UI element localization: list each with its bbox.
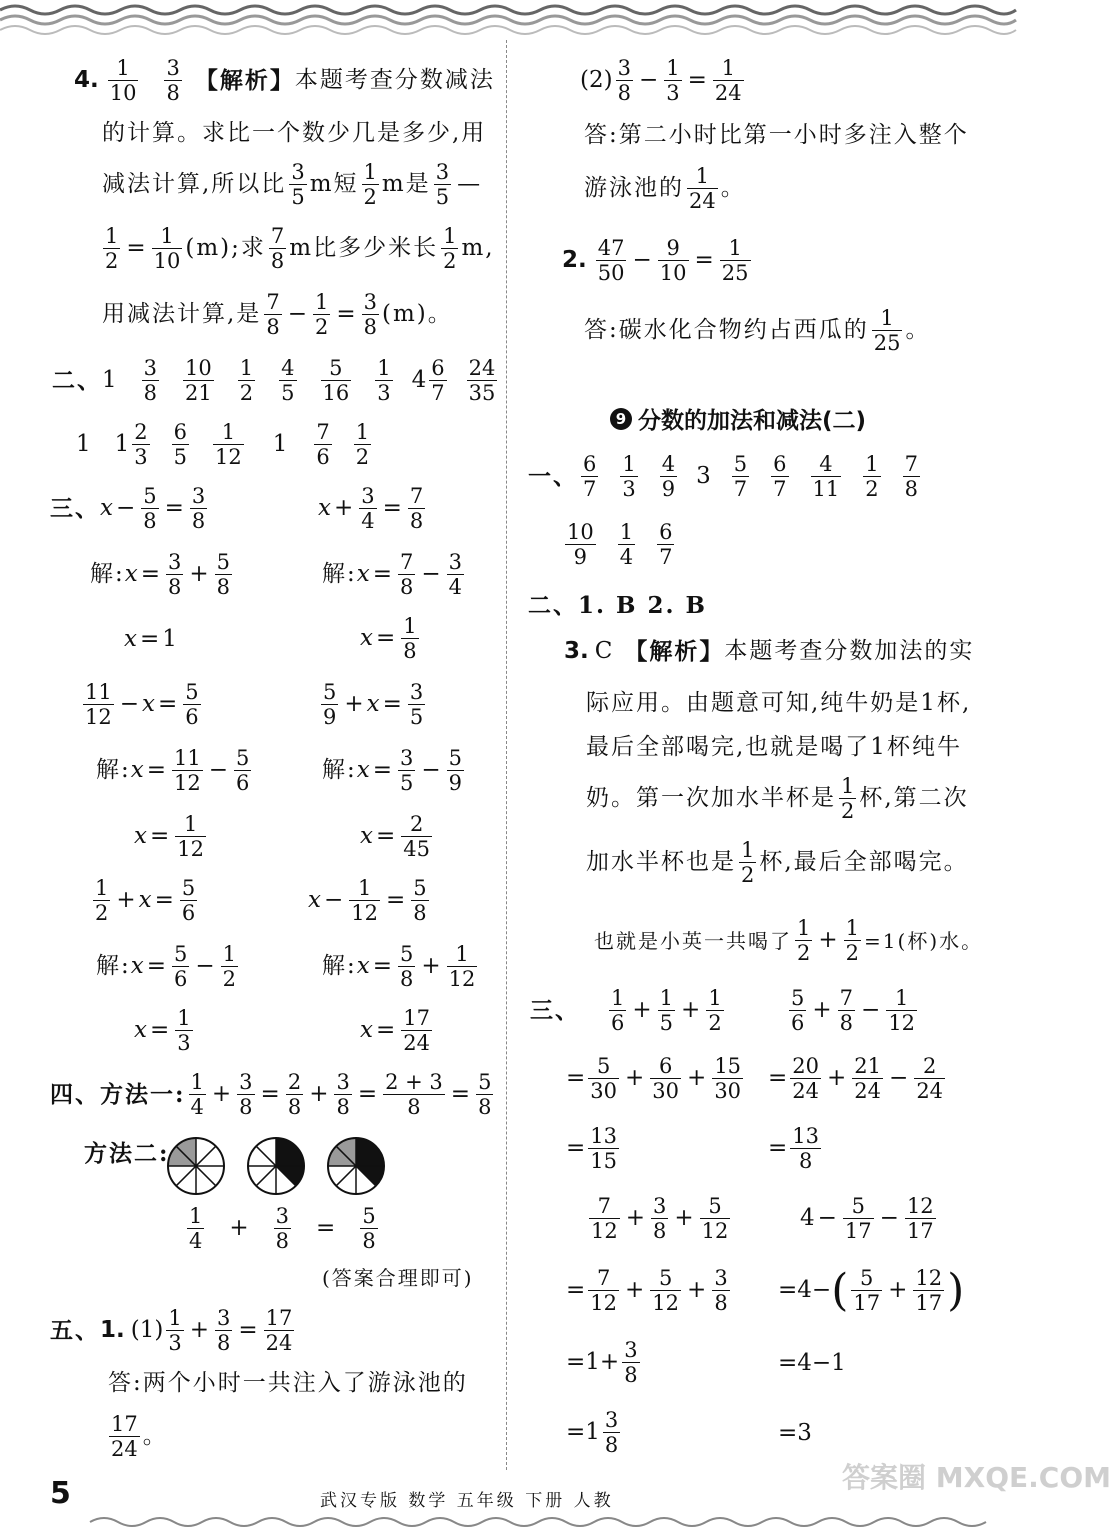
eq1-result: x = 1 <box>124 626 177 652</box>
r-expl-5: 加水半杯也是 $\frac{1}{2}$ 杯,最后全部喝完。 <box>586 838 969 887</box>
r-s2-line: 二、1. B 2. B <box>528 592 707 619</box>
eq6-result: x = $\frac{17}{24}$ <box>360 1006 430 1055</box>
eq4: $\frac{5}{9}$ + x = $\frac{3}{5}$ <box>323 680 424 729</box>
r-s1-row1: 一、 $\frac{6}{7}$ $\frac{1}{3}$ $\frac{4}{9}$ 3 $\frac{5}{7}$ $\frac{6}{7}$ $\frac{4}{11}$ $\frac{1}{2}$ $\frac{7}{8}$ <box>528 452 918 501</box>
r-s3-expr3-step1: = $\frac{7}{12}$ + $\frac{5}{12}$ + $\frac{3}{8}$ <box>566 1266 728 1315</box>
column-divider <box>506 40 507 1470</box>
pie-diagrams <box>164 1134 394 1198</box>
section4-method2-equation: $\frac{1}{4}$ + $\frac{3}{8}$ = $\frac{5}{8}$ <box>189 1204 376 1253</box>
r-s2-q3: 3. C 【解析】 本题考查分数加法的实 <box>564 638 975 665</box>
eq1-step1: 解: x = $\frac{3}{8}$ + $\frac{5}{8}$ <box>90 550 231 599</box>
r-s3-expr3: $\frac{7}{12}$ + $\frac{3}{8}$ + $\frac{5}{12}$ <box>591 1194 729 1243</box>
r-expl-3: 最后全部喝完,也就是喝了1杯纯牛 <box>586 734 962 760</box>
r-s3-expr3-step2: =1+ $\frac{3}{8}$ <box>566 1338 638 1387</box>
section4-note: (答案合理即可) <box>322 1266 474 1290</box>
pie-one-quarter <box>168 1138 224 1194</box>
r-s3-expr1: 三、 $\frac{1}{6}$ + $\frac{1}{5}$ + $\frac{1}{2}$ <box>530 986 722 1035</box>
footer-edition-text: 武汉专版 数学 五年级 下册 人教 <box>320 1491 614 1511</box>
section2-row2: 1 1 $\frac{2}{3}$ $\frac{6}{5}$ $\frac{1}{12}$ 1 $\frac{7}{6}$ $\frac{1}{2}$ <box>76 420 370 469</box>
r-s3-expr1-result: = $\frac{13}{15}$ <box>566 1124 618 1173</box>
r-answer2-line2: 游泳池的 $\frac{1}{24}$ 。 <box>584 164 744 213</box>
r-s3-expr4-step1: =4− ( $\frac{5}{17}$ + $\frac{12}{17}$ ) <box>778 1264 965 1316</box>
eq5-result: x = $\frac{1}{3}$ <box>134 1006 191 1055</box>
pie-three-eighths <box>248 1138 304 1194</box>
eq3-step1: 解: x = $\frac{11}{12}$ − $\frac{5}{6}$ <box>96 746 250 795</box>
r-part2: (2) $\frac{3}{8}$ − $\frac{1}{3}$ = $\frac{1}{24}$ <box>580 56 742 105</box>
section5-q1: 五、 1. (1) $\frac{1}{3}$ + $\frac{3}{8}$ = $\frac{17}{24}$ <box>50 1306 293 1355</box>
r-answer2-line1: 答:第二小时比第一小时多注入整个 <box>584 122 969 148</box>
r-s3-expr2: $\frac{5}{6}$ + $\frac{7}{8}$ − $\frac{1}{12}$ <box>791 986 916 1035</box>
r-s3-expr2-step1: = $\frac{20}{24}$ + $\frac{21}{24}$ − $\frac{2}{24}$ <box>768 1054 944 1103</box>
r-answer3: 答:碳水化合物约占西瓜的 $\frac{1}{25}$ 。 <box>584 306 929 355</box>
page-number: 5 <box>50 1476 71 1511</box>
section5-answer1: 答:两个小时一共注入了游泳池的 <box>108 1370 468 1396</box>
q4-line-4: $\frac{1}{2}$ = $\frac{1}{10}$ (m);求 $\frac{7}{8}$ m比多少米长 $\frac{1}{2}$ m, <box>105 224 495 273</box>
eq5-step1: 解: x = $\frac{5}{6}$ − $\frac{1}{2}$ <box>96 942 237 991</box>
fraction: $\frac{3}{8}$ <box>166 56 180 105</box>
section4-method1: 四、 方法一: $\frac{1}{4}$ + $\frac{3}{8}$ = $\frac{2}{8}$ + $\frac{3}{8}$ = $\frac{2 + 3}{8}$ = $\frac{5}{8}$ <box>50 1070 492 1119</box>
r-s3-expr4-step2: =4−1 <box>778 1350 846 1376</box>
eq3-result: x = $\frac{1}{12}$ <box>134 812 204 861</box>
r-expl-4: 奶。第一次加水半杯是 $\frac{1}{2}$ 杯,第二次 <box>586 774 969 823</box>
q4-line-5: 用减法计算,是 $\frac{7}{8}$ − $\frac{1}{2}$ = $\frac{3}{8}$ (m)。 <box>102 290 453 339</box>
eq2-result: x = $\frac{1}{8}$ <box>360 614 417 663</box>
eq6: x − $\frac{1}{12}$ = $\frac{5}{8}$ <box>308 876 427 925</box>
q4-line-3: 减法计算,所以比 $\frac{3}{5}$ m短 $\frac{1}{2}$ m是 $\frac{3}{5}$ — <box>102 160 481 209</box>
pie-five-eighths <box>328 1138 384 1194</box>
eq2: x + $\frac{3}{4}$ = $\frac{7}{8}$ <box>318 484 424 533</box>
eq1: 三、 x − $\frac{5}{8}$ = $\frac{3}{8}$ <box>50 484 206 533</box>
footer-wave-decoration <box>0 1510 1016 1534</box>
r-s3-expr4-result: =3 <box>778 1420 812 1446</box>
r-s3-expr1-step1: = $\frac{5}{30}$ + $\frac{6}{30}$ + $\frac{15}{30}$ <box>566 1054 742 1103</box>
q4-line-2: 的计算。求比一个数少几是多少,用 <box>102 120 487 146</box>
section-number-badge: 9 <box>610 408 632 430</box>
r-q2: 2. $\frac{47}{50}$ − $\frac{9}{10}$ = $\frac{1}{25}$ <box>562 236 749 285</box>
eq2-step1: 解: x = $\frac{7}{8}$ − $\frac{3}{4}$ <box>322 550 463 599</box>
r-expl-6: 也就是小英一共喝了 $\frac{1}{2}$ + $\frac{1}{2}$ =1(杯)水。 <box>594 916 984 965</box>
fraction: $\frac{1}{10}$ <box>109 56 137 105</box>
r-s3-expr3-result: =1 $\frac{3}{8}$ <box>566 1408 619 1457</box>
eq4-result: x = $\frac{2}{45}$ <box>360 812 430 861</box>
section5-answer1-frac: $\frac{17}{24}$ 。 <box>111 1412 166 1461</box>
r-expl-2: 际应用。由题意可知,纯牛奶是1杯, <box>586 690 972 716</box>
eq5: $\frac{1}{2}$ + x = $\frac{5}{6}$ <box>95 876 196 925</box>
r-s1-row2: $\frac{10}{9}$ $\frac{1}{4}$ $\frac{6}{7}$ <box>567 520 673 569</box>
section4-method2-label: 方法二: <box>84 1140 170 1167</box>
header-wave-decoration <box>0 0 1016 36</box>
r-s3-expr4: 4 − $\frac{5}{17}$ − $\frac{12}{17}$ <box>800 1194 934 1243</box>
eq4-step1: 解: x = $\frac{3}{5}$ − $\frac{5}{9}$ <box>322 746 463 795</box>
eq3: $\frac{11}{12}$ − x = $\frac{5}{6}$ <box>85 680 199 729</box>
section2-row1: 二、 1 $\frac{3}{8}$ $\frac{10}{21}$ $\frac{1}{2}$ $\frac{4}{5}$ $\frac{5}{16}$ $\frac{1}{3}$ 4 $\frac{6}{7}$ $\frac{24}{35}$ <box>52 356 496 405</box>
watermark: 答案圈 MXQE.COM <box>842 1461 1111 1494</box>
r-s3-expr2-result: = $\frac{13}{8}$ <box>768 1124 820 1173</box>
q4-answer-line: 4. $\frac{1}{10}$ $\frac{3}{8}$ 【解析】 本题考查分数减法 <box>74 56 495 105</box>
eq6-step1: 解: x = $\frac{5}{8}$ + $\frac{1}{12}$ <box>322 942 476 991</box>
section-title: 9 分数的加法和减法(二) <box>610 402 866 435</box>
